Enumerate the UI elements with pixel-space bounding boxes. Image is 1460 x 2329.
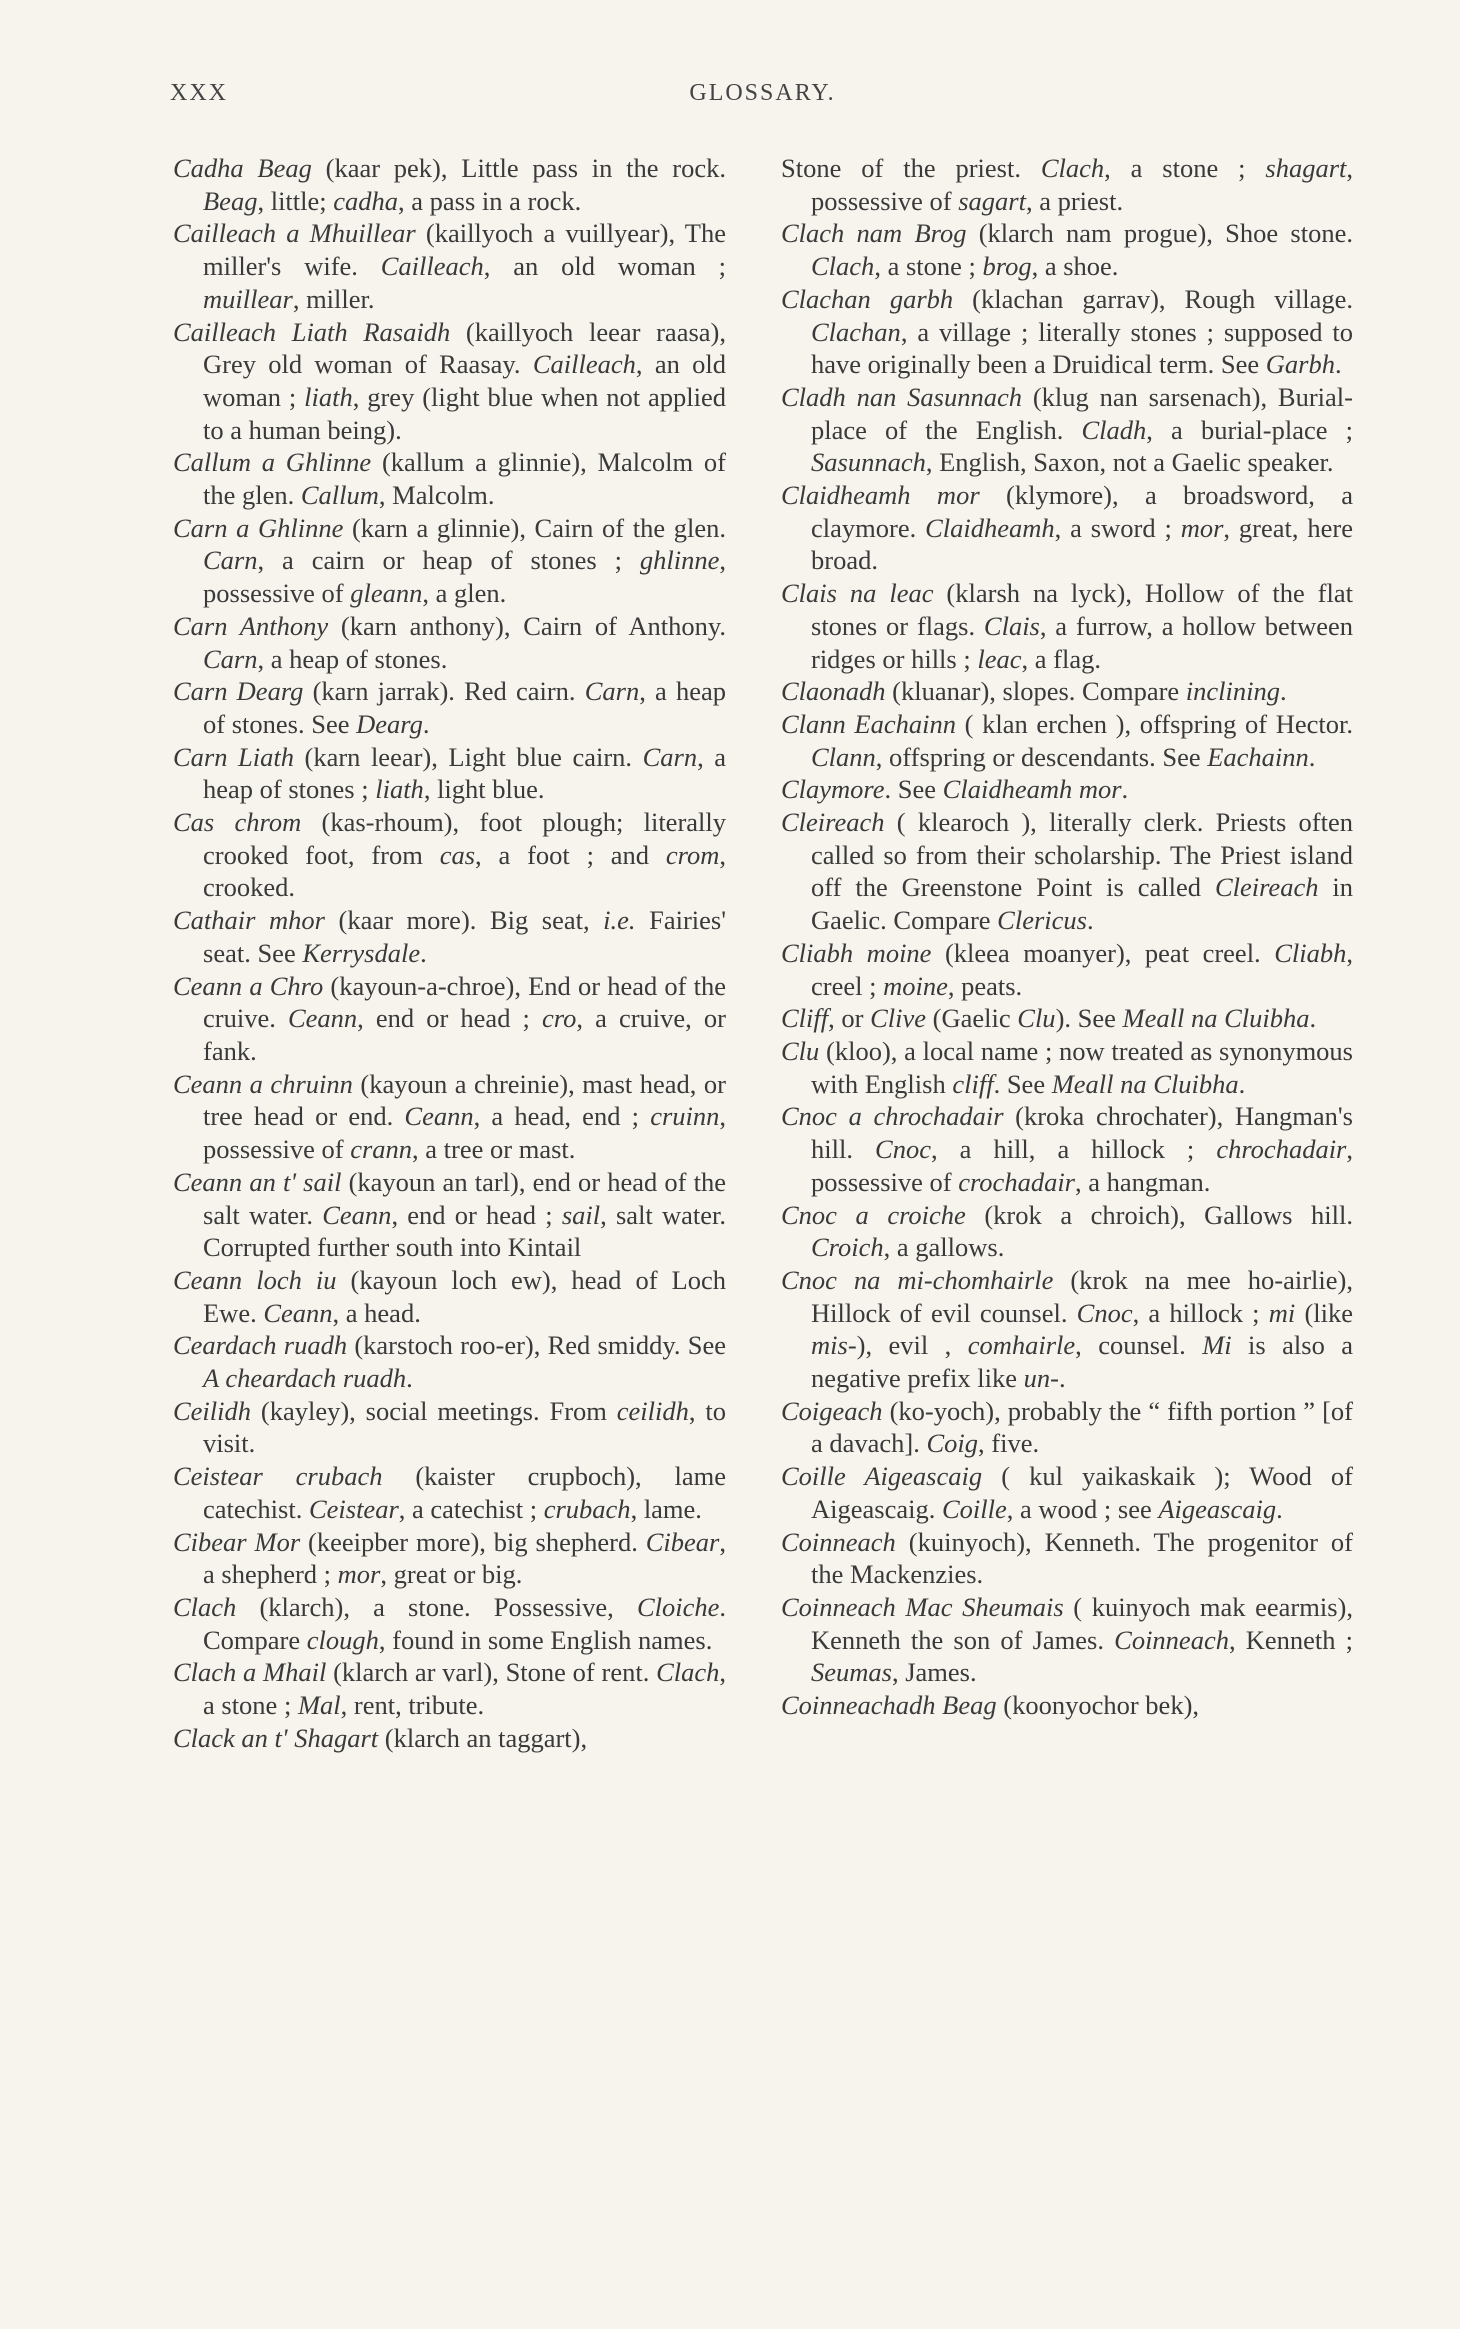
glossary-entry: Ceann a chruinn (kayoun a chreinie), mast head, or tree head or end. Ceann, a head, end ; cruinn, possessive of crann, a tree or mast. bbox=[173, 1068, 726, 1165]
glossary-entry: Ceilidh (kayley), social meetings. From ceilidh, to visit. bbox=[173, 1395, 726, 1459]
glossary-entry: Cailleach Liath Rasaidh (kaillyoch leear raasa), Grey old woman of Raasay. Cailleach, an old woman ; liath, grey (light blue when not applied to a human being). bbox=[173, 316, 727, 445]
glossary-entry: Cnoc a chrochadair (kroka chrochater), Hangman's hill. Cnoc, a hill, a hillock ; chrochadair, possessive of crochadair, a hangman. bbox=[781, 1101, 1353, 1197]
glossary-entry: Cailleach a Mhuillear (kaillyoch a vuillyear), The miller's wife. Cailleach, an old woman ; muillear, miller. bbox=[173, 218, 726, 314]
glossary-entry: Coigeach (ko-yoch), probably the “ fifth portion ” [of a davach]. Coig, five. bbox=[781, 1395, 1353, 1459]
glossary-entry: Clachan garbh (klachan garrav), Rough village. Clachan, a village ; literally stones ; supposed to have originally been a Druidical term. See Garbh. bbox=[781, 283, 1353, 380]
glossary-entry: Carn Liath (karn leear), Light blue cairn. Carn, a heap of stones ; liath, light blue. bbox=[173, 741, 727, 805]
glossary-entry: Callum a Ghlinne (kallum a glinnie), Malcolm of the glen. Callum, Malcolm. bbox=[173, 447, 726, 511]
glossary-entry: Clach (klarch), a stone. Possessive, Cloiche. Compare clough, found in some English names. bbox=[173, 1591, 726, 1655]
glossary-entry: Ceann an t' sail (kayoun an tarl), end or head of the salt water. Ceann, end or head ; sail, salt water. Corrupted further south into Kintail bbox=[173, 1166, 727, 1263]
glossary-entry: Coille Aigeascaig ( kul yaikaskaik ); Wood of Aigeascaig. Coille, a wood ; see Aigeascaig. bbox=[781, 1461, 1354, 1524]
glossary-entry: Coinneachadh Beag (koonyochor bek), bbox=[781, 1690, 1200, 1721]
glossary-entry: Ceann a Chro (kayoun-a-chroe), End or head of the cruive. Ceann, end or head ; cro, a cruive, or fank. bbox=[173, 970, 726, 1066]
page-header bbox=[170, 80, 1355, 120]
glossary-entry: Cliabh moine (kleea moanyer), peat creel. Cliabh, creel ; moine, peats. bbox=[781, 937, 1353, 1001]
glossary-entry: Carn Dearg (karn jarrak). Red cairn. Carn, a heap of stones. See Dearg. bbox=[173, 676, 727, 739]
right-column bbox=[781, 152, 1353, 1722]
page-number: XXX bbox=[170, 80, 228, 106]
glossary-entry: Clach nam Brog (klarch nam progue), Shoe stone. Clach, a stone ; brog, a shoe. bbox=[781, 218, 1353, 282]
glossary-entry: Clack an t' Shagart (klarch an taggart), bbox=[173, 1722, 588, 1753]
glossary-entry: Coinneach Mac Sheumais ( kuinyoch mak eearmis), Kenneth the son of James. Coinneach, Kenneth ; Seumas, James. bbox=[781, 1591, 1353, 1688]
glossary-entry: Cathair mhor (kaar more). Big seat, i.e. Fairies' seat. See Kerrysdale. bbox=[173, 905, 726, 968]
glossary-entry: Cnoc na mi-chomhairle (krok na mee ho-airlie), Hillock of evil counsel. Cnoc, a hillock ; mi (like mis-), evil , comhairle, counsel. Mi is also a negative prefix like un-. bbox=[781, 1264, 1354, 1394]
glossary-entry: Ceistear crubach (kaister crupboch), lame catechist. Ceistear, a catechist ; crubach, lame. bbox=[173, 1461, 727, 1524]
glossary-entry: Clach a Mhail (klarch ar varl), Stone of rent. Clach, a stone ; Mal, rent, tribute. bbox=[173, 1657, 726, 1721]
glossary-entry: Cleireach ( klearoch ), literally clerk. Priests often called so from their scholarship. The Priest island off the Greenstone Point is called Cleireach in Gaelic. Compare Clericus. bbox=[781, 807, 1353, 936]
page-title: GLOSSARY. bbox=[689, 80, 836, 106]
glossary-entry: Carn Anthony (karn anthony), Cairn of Anthony. Carn, a heap of stones. bbox=[173, 610, 726, 674]
glossary-entry: Cliff, or Clive (Gaelic Clu). See Meall na Cluibha. bbox=[781, 1003, 1317, 1034]
glossary-entry: Ceardach ruadh (karstoch roo-er), Red smiddy. See A cheardach ruadh. bbox=[173, 1330, 726, 1394]
glossary-entry: Ceann loch iu (kayoun loch ew), head of Loch Ewe. Ceann, a head. bbox=[173, 1264, 726, 1328]
glossary-entry: Carn a Ghlinne (karn a glinnie), Cairn of the glen. Carn, a cairn or heap of stones ; ghlinne, possessive of gleann, a glen. bbox=[173, 512, 726, 609]
glossary-entry: Clann Eachainn ( klan erchen ), offspring of Hector. Clann, offspring or descendants. See Eachainn. bbox=[781, 708, 1353, 772]
glossary-entry: Claonadh (kluanar), slopes. Compare inclining. bbox=[781, 676, 1287, 707]
glossary-entry: Cladh nan Sasunnach (klug nan sarsenach), Burial-place of the English. Cladh, a burial-place ; Sasunnach, English, Saxon, not a Gaelic speaker. bbox=[781, 381, 1353, 478]
glossary-entry: Stone of the priest. Clach, a stone ; shagart, possessive of sagart, a priest. bbox=[781, 153, 1353, 216]
glossary-entry: Coinneach (kuinyoch), Kenneth. The progenitor of the Mackenzies. bbox=[781, 1526, 1353, 1590]
left-column bbox=[173, 152, 726, 1754]
glossary-entry: Claidheamh mor (klymore), a broadsword, a claymore. Claidheamh, a sword ; mor, great, here broad. bbox=[781, 480, 1353, 576]
glossary-entry: Cibear Mor (keeipber more), big shepherd. Cibear, a shepherd ; mor, great or big. bbox=[173, 1526, 726, 1590]
glossary-entry: Cas chrom (kas-rhoum), foot plough; literally crooked foot, from cas, a foot ; and crom, crooked. bbox=[173, 807, 727, 903]
glossary-entry: Cnoc a croiche (krok a chroich), Gallows hill. Croich, a gallows. bbox=[781, 1199, 1353, 1263]
glossary-entry: Cadha Beag (kaar pek), Little pass in the rock. Beag, little; cadha, a pass in a rock. bbox=[173, 153, 726, 216]
glossary-entry: Clu (kloo), a local name ; now treated as synonymous with English cliff. See Meall na Cluibha. bbox=[781, 1035, 1353, 1099]
glossary-entry: Clais na leac (klarsh na lyck), Hollow of the flat stones or flags. Clais, a furrow, a hollow between ridges or hills ; leac, a flag. bbox=[781, 578, 1353, 674]
glossary-entry: Claymore. See Claidheamh mor. bbox=[781, 774, 1129, 805]
